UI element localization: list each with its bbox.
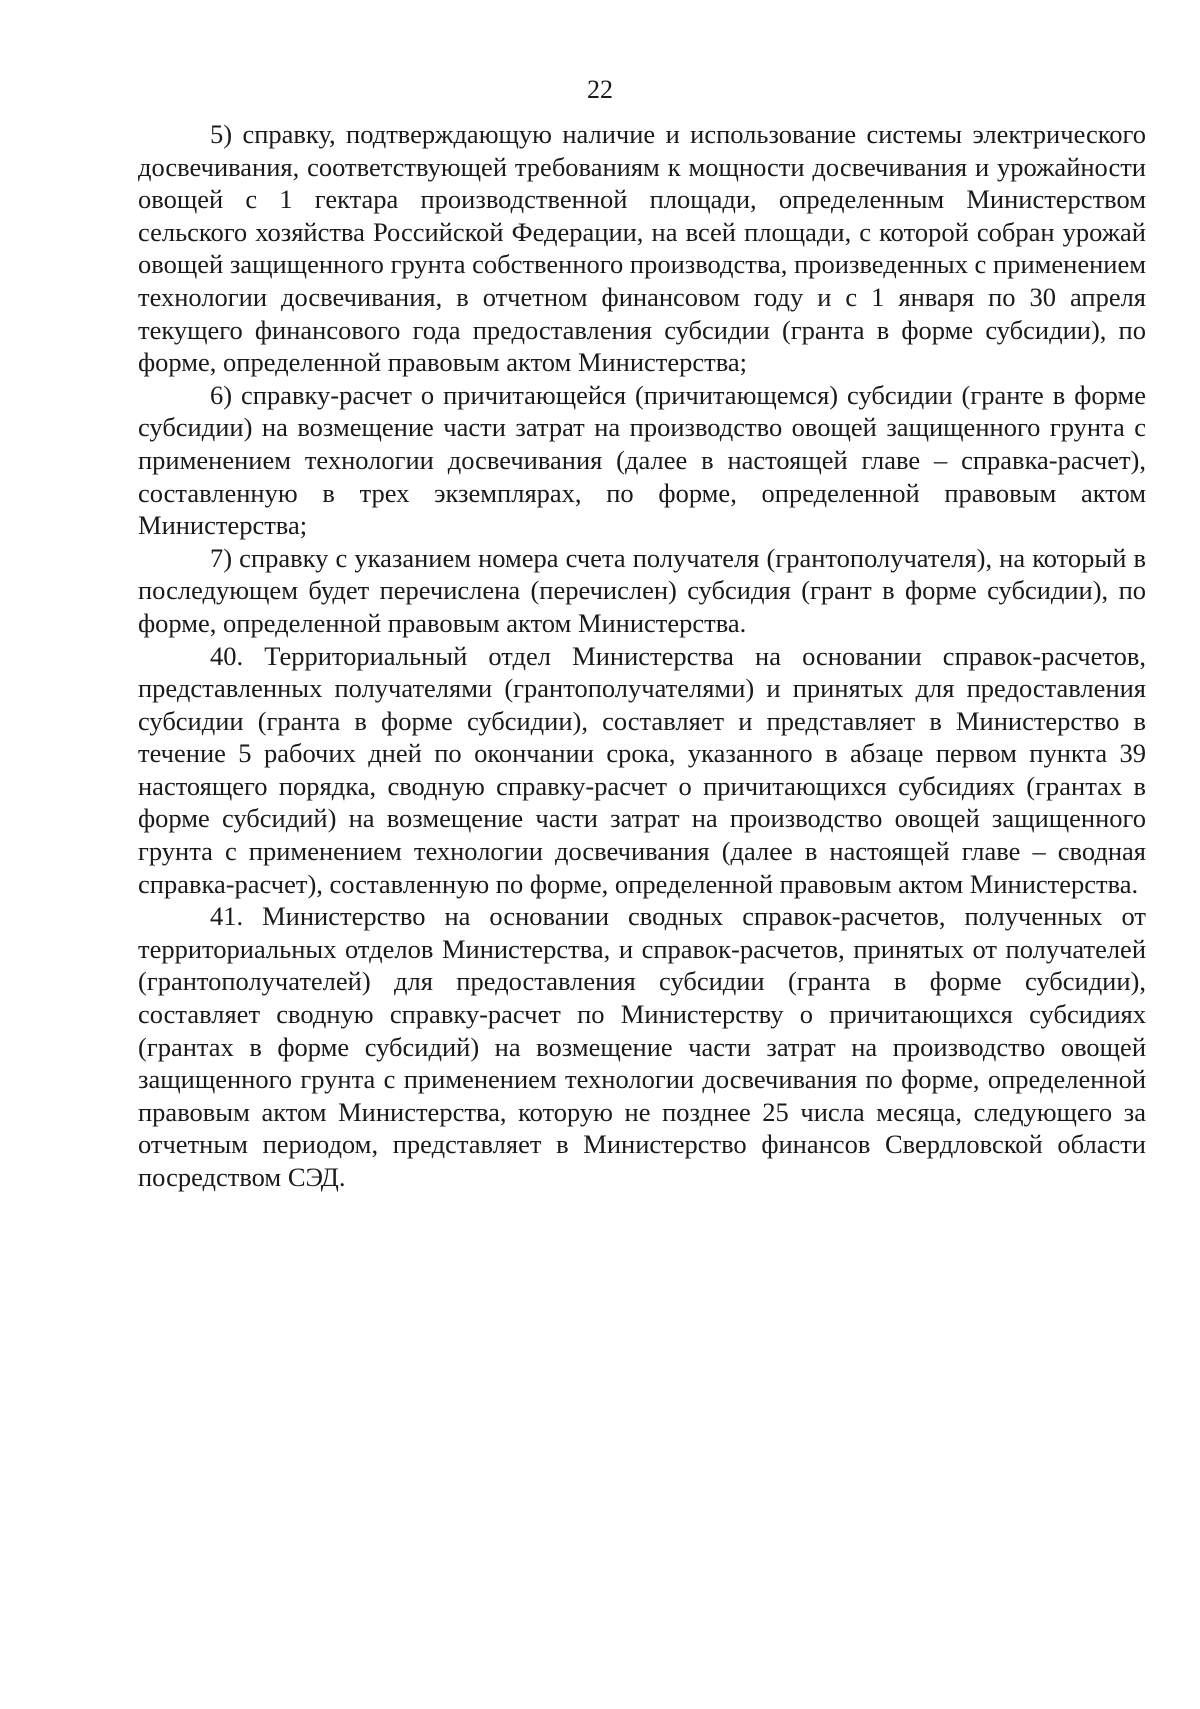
paragraph-clause-41: 41. Министерство на основании сводных справок-расчетов, полученных от территориальных отделов Министерства, и справок-расчетов, принятых от получателей (грантополучателей) для предоставления субсидии (гранта в форме субсидии), составляет сводную справку-расчет по Министерству о причитающихся субсидиях (грантах в форме субсидий) на возмещение части затрат на производство овощей защищенного грунта с применением технологии досвечивания по форме, определенной правовым актом Министерства, которую не позднее 25 числа месяца, следующего за отчетным периодом, представляет в Министерство финансов Свердловской области посредством СЭД. [138,901,1146,1192]
page-number: 22 [587,75,613,104]
paragraph-item-7: 7) справку с указанием номера счета получателя (грантополучателя), на который в последующем будет перечислена (перечислен) субсидия (грант в форме субсидии), по форме, определенной правовым актом Министерства. [138,542,1146,638]
paragraph-item-6: 6) справку-расчет о причитающейся (причитающемся) субсидии (гранте в форме субсидии) на возмещение части затрат на производство овощей защищенного грунта с применением технологии досвечивания (далее в настоящей главе – справка-расчет), составленную в трех экземплярах, по форме, определенной правовым актом Министерства; [138,379,1146,541]
document-body [138,118,1146,1194]
paragraph-clause-40: 40. Территориальный отдел Министерства на основании справок-расчетов, представленных получателями (грантополучателями) и принятых для предоставления субсидии (гранта в форме субсидии), составляет и представляет в Министерство в течение 5 рабочих дней по окончании срока, указанного в абзаце первом пункта 39 настоящего порядка, сводную справку-расчет о причитающихся субсидиях (грантах в форме субсидий) на возмещение части затрат на производство овощей защищенного грунта с применением технологии досвечивания (далее в настоящей главе – сводная справка-расчет), составленную по форме, определенной правовым актом Министерства. [138,640,1146,899]
paragraph-item-5: 5) справку, подтверждающую наличие и использование системы электрического досвечивания, соответствующей требованиям к мощности досвечивания и урожайности овощей с 1 гектара производственной площади, определенным Министерством сельского хозяйства Российской Федерации, на всей площади, с которой собран урожай овощей защищенного грунта собственного производства, произведенных с применением технологии досвечивания, в отчетном финансовом году и с 1 января по 30 апреля текущего финансового года предоставления субсидии (гранта в форме субсидии), по форме, определенной правовым актом Министерства; [138,119,1146,378]
